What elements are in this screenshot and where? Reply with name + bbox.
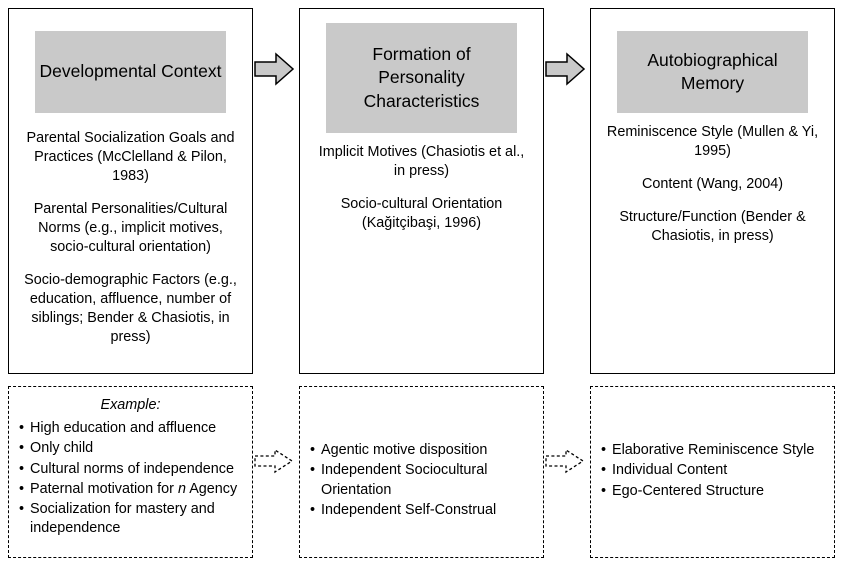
body-paragraph: Parental Personalities/Cultural Norms (e.g., implicit motives, socio-cultural orientation) bbox=[33, 201, 228, 256]
dashed-arrow-right-icon bbox=[254, 448, 294, 474]
body-paragraph: Socio-demographic Factors (e.g., education, affluence, number of siblings; Bender & Chasiotis, in press) bbox=[24, 272, 237, 346]
example-box-3 bbox=[590, 386, 835, 558]
example-box-1 bbox=[8, 386, 253, 558]
list-item: • Independent Self-Construal bbox=[310, 501, 533, 520]
example-title-1: Example: bbox=[100, 397, 161, 413]
list-item: • Ego-Centered Structure bbox=[601, 482, 824, 501]
list-item: • High education and affluence bbox=[19, 419, 242, 438]
box-body-2 bbox=[300, 133, 543, 233]
example-box-2 bbox=[299, 386, 544, 558]
box-body-1 bbox=[9, 113, 252, 347]
box-header-1: Developmental Context bbox=[35, 31, 226, 113]
column-developmental-context bbox=[8, 8, 253, 374]
column-personality-formation bbox=[299, 8, 544, 374]
list-item: • Individual Content bbox=[601, 461, 824, 480]
dashed-arrow-right-icon bbox=[545, 448, 585, 474]
body-paragraph: Content (Wang, 2004) bbox=[641, 176, 784, 193]
list-item: • Only child bbox=[19, 439, 242, 458]
list-item: • Agentic motive disposition bbox=[310, 441, 533, 460]
italic-n: n bbox=[177, 480, 186, 497]
main-box-2 bbox=[299, 8, 544, 374]
box-header-3: Autobiographical Memory bbox=[617, 31, 808, 113]
block-arrow-right-icon bbox=[254, 52, 294, 86]
list-item: • Paternal motivation for n Agency bbox=[19, 480, 242, 499]
block-arrow-right-icon bbox=[545, 52, 585, 86]
body-paragraph: Socio-cultural Orientation (Kağitçibaşi, 1996) bbox=[340, 196, 503, 232]
box-header-2: Formation of Personality Characteristics bbox=[326, 23, 517, 133]
box-body-3 bbox=[591, 113, 834, 246]
list-item: • Socialization for mastery and independence bbox=[19, 500, 242, 539]
list-item: • Elaborative Reminiscence Style bbox=[601, 441, 824, 460]
example-list-2 bbox=[310, 441, 533, 520]
body-paragraph: Parental Socialization Goals and Practices (McClelland & Pilon, 1983) bbox=[26, 130, 235, 185]
list-item: • Cultural norms of independence bbox=[19, 460, 242, 479]
list-item: • Independent Sociocultural Orientation bbox=[310, 461, 533, 500]
example-list-1 bbox=[19, 419, 242, 539]
main-box-3 bbox=[590, 8, 835, 374]
example-list-3 bbox=[601, 441, 824, 501]
body-paragraph: Structure/Function (Bender & Chasiotis, in press) bbox=[619, 209, 806, 245]
column-autobiographical-memory bbox=[590, 8, 835, 374]
body-paragraph: Reminiscence Style (Mullen & Yi, 1995) bbox=[606, 124, 819, 160]
main-box-1 bbox=[8, 8, 253, 374]
body-paragraph: Implicit Motives (Chasiotis et al., in press) bbox=[318, 144, 525, 180]
